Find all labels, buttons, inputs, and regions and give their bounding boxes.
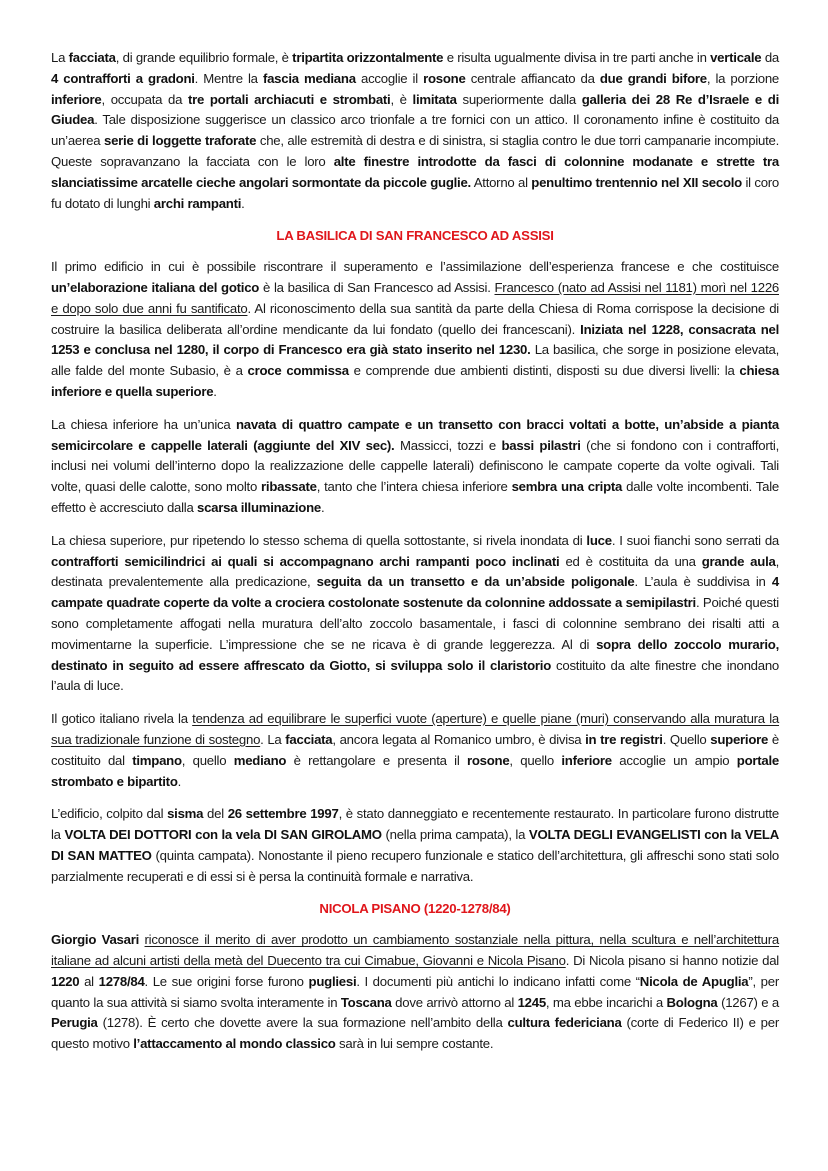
text-run: (corte di Federico II) e per questo motivo xyxy=(51,1015,779,1052)
text-run: centrale affiancato da xyxy=(465,70,600,86)
text-run: . Poiché questi sono completamente affogati nella muratura dell’alto zoccolo basamentale, i fasci di colonnine sembrano dei risalti atti a movimentarne la superficie. L’impressione che se ne ricava è di grande leggerezza. Al di xyxy=(51,595,779,652)
bold-text: rosone xyxy=(466,752,510,768)
text-run: Il primo edificio in cui è possibile riscontrare il superamento e l’assimilazione dell’esperienza francese e che costituisce xyxy=(51,259,779,275)
paragraph-gotico-italiano xyxy=(51,709,779,792)
bold-text: VOLTA DEI DOTTORI con la vela DI SAN GIROLAMO xyxy=(64,827,382,843)
bold-text: navata di quattro campate e un transetto con bracci voltati a botte, un’abside a pianta semicircolare e cappelle laterali (aggiunte del XIV sec). xyxy=(51,416,780,453)
text-run: , quello xyxy=(181,752,234,768)
text-run: Massicci, tozzi e xyxy=(394,437,502,453)
bold-text: sisma xyxy=(167,806,204,822)
text-run: è costituito dal xyxy=(51,731,779,768)
bold-text: grande aula xyxy=(701,553,776,569)
underlined-text: riconosce il merito di aver prodotto un cambiamento sostanziale nella pittura, nella scultura e nell’architettura italiane ad alcuni artisti della metà del Duecento tra cui Cimabue, Giovanni e Nicola Pisano xyxy=(51,932,779,969)
bold-text: tre portali archiacuti e strombati xyxy=(187,91,391,107)
bold-text: in tre registri xyxy=(585,731,663,747)
text-run: . I documenti più antichi lo indicano infatti come “ xyxy=(356,973,640,989)
bold-text: mediano xyxy=(233,752,287,768)
heading-nicola-pisano xyxy=(51,899,779,920)
bold-text: Nicola de Apuglia xyxy=(639,973,749,989)
text-run: , occupata da xyxy=(101,91,188,107)
text-run: , è stato danneggiato e recentemente restaurato. In particolare furono distrutte la xyxy=(51,806,780,843)
text-run: . Quello xyxy=(662,731,711,747)
bold-text: alte finestre introdotte da fasci di colonnine modanate e strette tra slanciatissime arcatelle cieche angolari sormontate da piccole guglie. xyxy=(51,153,779,190)
text-run: costituito da alte finestre che inondano l’aula di luce. xyxy=(51,657,780,694)
text-run: da xyxy=(761,50,779,65)
text-run: . xyxy=(241,195,245,211)
text-run: Il gotico italiano rivela la xyxy=(51,711,193,727)
bold-text: 1278/84 xyxy=(98,973,145,989)
bold-text: inferiore xyxy=(51,91,102,107)
paragraph-basilica-intro xyxy=(51,257,779,403)
text-run: , di grande equilibrio formale, è xyxy=(115,50,293,65)
bold-text: seguita da un transetto e da un’abside poligonale xyxy=(316,574,635,590)
text-run: La chiesa inferiore ha un’unica xyxy=(51,416,236,432)
bold-text: superiore xyxy=(710,731,769,747)
bold-text: penultimo trentennio nel XII secolo xyxy=(531,174,742,190)
heading-basilica-san-francesco xyxy=(51,226,779,247)
bold-text: l’attaccamento al mondo classico xyxy=(133,1036,336,1052)
text-run: sarà in lui sempre costante. xyxy=(335,1036,494,1052)
text-run: . Al riconoscimento della sua santità da parte della Chiesa di Roma corrispose la decisione di costruire la basilica deliberata all’ordine mendicante da lui fondato (quello dei francescani). xyxy=(51,300,779,337)
bold-text: portale strombato e bipartito xyxy=(51,752,779,789)
text-run: La basilica, che sorge in posizione elevata, alle falde del monte Subasio, è a xyxy=(51,342,779,379)
text-run: (nella prima campata), la xyxy=(381,827,529,843)
text-run: superiormente dalla xyxy=(456,91,582,107)
text-run: La xyxy=(51,50,69,65)
bold-text: verticale xyxy=(710,50,762,65)
text-run: ”, per quanto la sua attività si siamo svolta interamente in xyxy=(51,973,779,1010)
text-run: dalle volte incombenti. Tale effetto è accresciuto dalla xyxy=(51,479,779,515)
bold-text: Bologna xyxy=(666,994,718,1010)
text-run: . xyxy=(177,773,182,789)
bold-text: 26 settembre 1997 xyxy=(227,806,339,822)
text-run: al xyxy=(79,973,99,989)
bold-text: archi rampanti xyxy=(153,195,242,211)
text-run: del xyxy=(203,806,228,822)
bold-text: limitata xyxy=(412,91,457,107)
bold-text: VOLTA DEGLI EVANGELISTI con la VELA DI SAN MATTEO xyxy=(51,827,779,863)
paragraph-facciata xyxy=(51,48,779,214)
bold-text: luce xyxy=(586,532,612,548)
bold-text: Toscana xyxy=(340,994,392,1010)
bold-text: tripartita orizzontalmente xyxy=(292,50,444,65)
paragraph-chiesa-superiore xyxy=(51,531,779,697)
bold-text: sopra dello zoccolo murario, destinato in seguito ad essere affrescato da Giotto, si sviluppa solo il claristorio xyxy=(51,636,779,673)
text-run: (1267) e a xyxy=(717,994,779,1010)
text-run: NICOLA PISANO (1220-1278/84) xyxy=(319,901,511,917)
text-run: ed è costituita da una xyxy=(559,553,702,569)
text-run: accoglie un ampio xyxy=(611,752,737,768)
bold-text: due grandi bifore xyxy=(599,70,707,86)
bold-text: scarsa illuminazione xyxy=(196,499,321,515)
bold-text: fascia mediana xyxy=(262,70,356,86)
bold-text: 4 campate quadrate coperte da volte a crociera costolonate sostenute da colonnine addossate a semipilastri xyxy=(51,574,780,611)
text-run: (quinta campata). Nonostante il pieno recupero funzionale e statico dell’architettura, gli affreschi sono stati solo parzialmente recuperati e di essi si è persa la continuità formale e narrativa. xyxy=(51,847,779,884)
bold-text: chiesa inferiore e quella superiore xyxy=(51,363,779,399)
underlined-text: Francesco (nato ad Assisi nel 1181) morì nel 1226 e dopo solo due anni fu santificato xyxy=(51,279,779,316)
bold-text: serie di loggette traforate xyxy=(103,133,257,149)
text-run: il coro fu dotato di lunghi xyxy=(51,174,780,211)
text-run: . La xyxy=(260,731,286,747)
bold-text: Perugia xyxy=(51,1015,98,1031)
bold-text: Iniziata nel 1228, consacrata nel 1253 e conclusa nel 1280, il corpo di Francesco era già stato inserito nel 1230. xyxy=(51,321,779,358)
bold-text: 1220 xyxy=(51,973,80,989)
bold-text: 4 contrafforti a gradoni xyxy=(51,70,195,86)
text-run: e risulta ugualmente divisa in tre parti anche in xyxy=(443,50,711,65)
bold-text: inferiore xyxy=(561,752,612,768)
text-run: . L’aula è suddivisa in xyxy=(634,574,772,590)
text-run: , destinata prevalentemente alla predicazione, xyxy=(51,553,779,590)
bold-text: un’elaborazione italiana del gotico xyxy=(51,279,260,295)
text-run: LA BASILICA DI SAN FRANCESCO AD ASSISI xyxy=(276,228,554,244)
text-run: L’edificio, colpito dal xyxy=(51,806,168,822)
bold-text: Giorgio Vasari xyxy=(51,932,140,948)
text-run: . xyxy=(320,499,325,515)
text-run: . Le sue origini forse furono xyxy=(144,973,309,989)
bold-text: rosone xyxy=(423,70,466,86)
bold-text: croce commissa xyxy=(247,363,349,379)
bold-text: ribassate xyxy=(261,479,317,495)
paragraph-nicola-pisano xyxy=(51,930,779,1055)
bold-text: galleria dei 28 Re d’Israele e di Giudea xyxy=(51,91,779,128)
text-run: . xyxy=(213,383,217,399)
text-run: . Mentre la xyxy=(194,70,263,86)
bold-text: pugliesi xyxy=(308,973,357,989)
text-run: Attorno al xyxy=(470,174,532,190)
text-run: e comprende due ambienti distinti, disposti su due diversi livelli: la xyxy=(348,363,740,379)
text-run: . Di Nicola pisano si hanno notizie dal xyxy=(565,953,779,969)
document-page xyxy=(51,48,779,1067)
text-run: , la porzione xyxy=(706,70,779,86)
text-run: , ancora legata al Romanico umbro, è divisa xyxy=(332,731,586,747)
paragraph-chiesa-inferiore xyxy=(51,415,779,519)
text-run: . Tale disposizione suggerisce un classico arco trionfale a tre fornici con un attico. Il coronamento infine è costituito da un’aerea xyxy=(51,112,779,149)
text-run: La chiesa superiore, pur ripetendo lo stesso schema di quella sottostante, si rivela inondata di xyxy=(51,532,587,548)
bold-text: timpano xyxy=(132,752,182,768)
bold-text: bassi pilastri xyxy=(501,437,581,453)
text-run: (1278). È certo che dovette avere la sua formazione nell’ambito della xyxy=(97,1015,508,1031)
bold-text: cultura federiciana xyxy=(507,1015,622,1031)
text-run: , ma ebbe incarichi a xyxy=(545,994,667,1010)
bold-text: 1245 xyxy=(517,994,546,1010)
bold-text: facciata xyxy=(285,731,333,747)
text-run: , quello xyxy=(509,752,562,768)
bold-text: facciata xyxy=(68,50,116,65)
paragraph-sisma-1997 xyxy=(51,804,779,887)
underlined-text: tendenza ad equilibrare le superfici vuote (aperture) e quelle piane (muri) conservando alla muratura la sua tradizionale funzione di sostegno xyxy=(51,711,780,747)
text-run: che, alle estremità di destra e di sinistra, si staglia contro le due torri campanarie incompiute. Queste sopravanzano la facciata con le loro xyxy=(51,133,780,169)
text-run: , tanto che l’intera chiesa inferiore xyxy=(316,479,512,495)
bold-text: contrafforti semicilindrici ai quali si accompagnano archi rampanti poco inclinati xyxy=(51,553,560,569)
text-run: . I suoi fianchi sono serrati da xyxy=(611,532,779,548)
text-run: dove arrivò attorno al xyxy=(391,994,518,1010)
bold-text: sembra una cripta xyxy=(511,479,623,495)
text-run: accoglie il xyxy=(355,70,424,86)
text-run: , è xyxy=(390,91,413,107)
text-run: (che si fondono con i contrafforti, inclusi nei volumi dell’interno dopo la realizzazione delle cappelle laterali) definiscono le campate coperte da volte ogivali. Tali volte, quasi delle calotte, sono molto xyxy=(51,437,780,495)
text-run: è la basilica di San Francesco ad Assisi. xyxy=(259,279,495,295)
text-run: è rettangolare e presenta il xyxy=(286,752,467,768)
